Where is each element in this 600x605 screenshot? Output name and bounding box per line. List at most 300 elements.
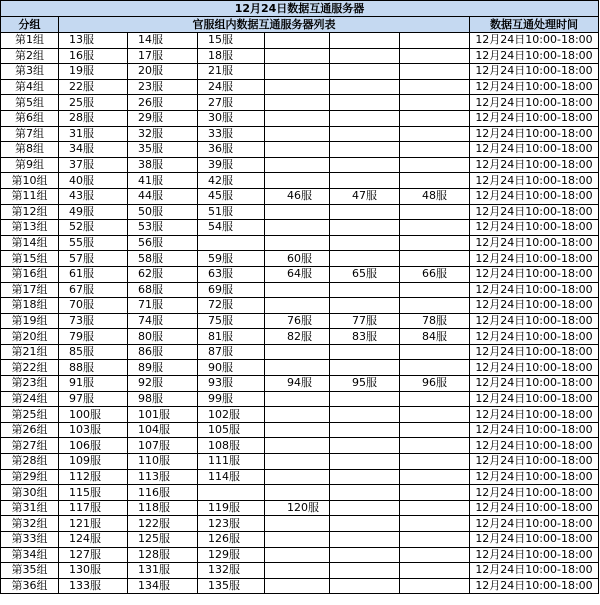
server-cell: 22服 — [59, 79, 128, 95]
server-cell: 108服 — [198, 438, 265, 454]
table-row — [1, 266, 599, 282]
server-cell: 119服 — [198, 500, 265, 516]
server-cell: 53服 — [128, 220, 198, 236]
server-cell: 92服 — [128, 376, 198, 392]
server-cell: 128服 — [128, 547, 198, 563]
server-cell — [400, 220, 470, 236]
header-servers: 官服组内数据互通服务器列表 — [59, 17, 470, 33]
server-cell: 76服 — [265, 313, 330, 329]
server-cell: 37服 — [59, 157, 128, 173]
server-cell — [400, 142, 470, 158]
server-cell: 21服 — [198, 64, 265, 80]
server-cell: 116服 — [128, 485, 198, 501]
server-cell — [400, 79, 470, 95]
group-cell: 第27组 — [1, 438, 59, 454]
server-cell: 122服 — [128, 516, 198, 532]
table-row — [1, 485, 599, 501]
table-title: 12月24日数据互通服务器 — [1, 1, 599, 17]
server-cell: 71服 — [128, 298, 198, 314]
server-cell — [400, 485, 470, 501]
server-cell: 88服 — [59, 360, 128, 376]
server-cell: 90服 — [198, 360, 265, 376]
server-cell: 125服 — [128, 532, 198, 548]
server-cell — [265, 516, 330, 532]
server-cell: 70服 — [59, 298, 128, 314]
server-cell: 106服 — [59, 438, 128, 454]
server-cell: 36服 — [198, 142, 265, 158]
server-cell: 55服 — [59, 235, 128, 251]
group-cell: 第25组 — [1, 407, 59, 423]
table-row — [1, 532, 599, 548]
server-cell: 134服 — [128, 578, 198, 594]
server-cell: 117服 — [59, 500, 128, 516]
server-cell — [400, 438, 470, 454]
group-cell: 第34组 — [1, 547, 59, 563]
table-row — [1, 469, 599, 485]
table-row — [1, 422, 599, 438]
group-cell: 第22组 — [1, 360, 59, 376]
table-row — [1, 188, 599, 204]
time-cell: 12月24日10:00-18:00 — [470, 344, 599, 360]
table-row — [1, 142, 599, 158]
table-title-row — [1, 1, 599, 17]
server-cell — [400, 110, 470, 126]
server-cell — [400, 360, 470, 376]
server-cell: 17服 — [128, 48, 198, 64]
server-cell — [198, 485, 265, 501]
server-cell — [330, 532, 400, 548]
server-cell: 59服 — [198, 251, 265, 267]
server-cell: 96服 — [400, 376, 470, 392]
time-cell: 12月24日10:00-18:00 — [470, 376, 599, 392]
table-row — [1, 454, 599, 470]
server-cell — [400, 126, 470, 142]
table-row — [1, 298, 599, 314]
server-cell — [330, 142, 400, 158]
server-cell: 64服 — [265, 266, 330, 282]
server-cell — [330, 547, 400, 563]
header-group: 分组 — [1, 17, 59, 33]
server-cell: 127服 — [59, 547, 128, 563]
server-cell: 133服 — [59, 578, 128, 594]
time-cell: 12月24日10:00-18:00 — [470, 142, 599, 158]
server-cell: 73服 — [59, 313, 128, 329]
server-cell: 93服 — [198, 376, 265, 392]
server-cell: 107服 — [128, 438, 198, 454]
server-cell — [330, 438, 400, 454]
server-cell — [265, 33, 330, 49]
server-cell — [265, 126, 330, 142]
server-cell — [400, 469, 470, 485]
server-cell: 75服 — [198, 313, 265, 329]
group-cell: 第12组 — [1, 204, 59, 220]
time-cell: 12月24日10:00-18:00 — [470, 500, 599, 516]
server-cell: 27服 — [198, 95, 265, 111]
server-cell — [265, 64, 330, 80]
time-cell: 12月24日10:00-18:00 — [470, 33, 599, 49]
server-cell: 42服 — [198, 173, 265, 189]
time-cell: 12月24日10:00-18:00 — [470, 485, 599, 501]
server-cell: 120服 — [265, 500, 330, 516]
table-header-row — [1, 17, 599, 33]
table-row — [1, 235, 599, 251]
server-cell: 126服 — [198, 532, 265, 548]
server-cell: 135服 — [198, 578, 265, 594]
server-cell: 89服 — [128, 360, 198, 376]
server-cell — [400, 251, 470, 267]
server-cell: 38服 — [128, 157, 198, 173]
time-cell: 12月24日10:00-18:00 — [470, 48, 599, 64]
server-cell — [265, 142, 330, 158]
server-cell: 95服 — [330, 376, 400, 392]
server-cell — [400, 173, 470, 189]
server-cell: 84服 — [400, 329, 470, 345]
time-cell: 12月24日10:00-18:00 — [470, 79, 599, 95]
server-cell: 40服 — [59, 173, 128, 189]
group-cell: 第5组 — [1, 95, 59, 111]
server-cell — [330, 64, 400, 80]
server-cell: 94服 — [265, 376, 330, 392]
server-cell: 118服 — [128, 500, 198, 516]
server-cell: 85服 — [59, 344, 128, 360]
group-cell: 第6组 — [1, 110, 59, 126]
group-cell: 第9组 — [1, 157, 59, 173]
server-cell — [400, 547, 470, 563]
server-cell — [330, 204, 400, 220]
server-cell: 131服 — [128, 563, 198, 579]
server-cell — [330, 126, 400, 142]
server-cell: 78服 — [400, 313, 470, 329]
time-cell: 12月24日10:00-18:00 — [470, 204, 599, 220]
time-cell: 12月24日10:00-18:00 — [470, 438, 599, 454]
time-cell: 12月24日10:00-18:00 — [470, 391, 599, 407]
server-cell: 111服 — [198, 454, 265, 470]
server-cell: 58服 — [128, 251, 198, 267]
table-row — [1, 547, 599, 563]
table-row — [1, 48, 599, 64]
server-cell — [265, 578, 330, 594]
table-row — [1, 407, 599, 423]
server-cell: 91服 — [59, 376, 128, 392]
server-cell: 13服 — [59, 33, 128, 49]
server-cell: 61服 — [59, 266, 128, 282]
table-row — [1, 110, 599, 126]
time-cell: 12月24日10:00-18:00 — [470, 126, 599, 142]
server-cell: 98服 — [128, 391, 198, 407]
table-row — [1, 563, 599, 579]
server-cell: 104服 — [128, 422, 198, 438]
table-row — [1, 282, 599, 298]
group-cell: 第17组 — [1, 282, 59, 298]
server-cell — [265, 344, 330, 360]
server-cell — [330, 220, 400, 236]
server-cell: 69服 — [198, 282, 265, 298]
server-cell — [265, 563, 330, 579]
server-cell — [400, 95, 470, 111]
server-cell — [330, 469, 400, 485]
server-cell: 62服 — [128, 266, 198, 282]
server-cell — [330, 563, 400, 579]
server-cell: 102服 — [198, 407, 265, 423]
time-cell: 12月24日10:00-18:00 — [470, 95, 599, 111]
server-cell: 44服 — [128, 188, 198, 204]
server-cell — [265, 282, 330, 298]
server-cell — [400, 344, 470, 360]
server-cell — [330, 251, 400, 267]
server-cell — [400, 391, 470, 407]
server-cell — [400, 516, 470, 532]
server-cell — [265, 407, 330, 423]
server-cell: 79服 — [59, 329, 128, 345]
server-cell: 19服 — [59, 64, 128, 80]
server-cell: 51服 — [198, 204, 265, 220]
server-cell: 15服 — [198, 33, 265, 49]
server-cell — [400, 235, 470, 251]
group-cell: 第11组 — [1, 188, 59, 204]
server-cell — [265, 360, 330, 376]
server-cell: 123服 — [198, 516, 265, 532]
time-cell: 12月24日10:00-18:00 — [470, 422, 599, 438]
server-cell — [265, 95, 330, 111]
server-cell: 72服 — [198, 298, 265, 314]
group-cell: 第29组 — [1, 469, 59, 485]
server-cell: 33服 — [198, 126, 265, 142]
server-cell — [330, 485, 400, 501]
server-cell — [265, 110, 330, 126]
server-cell: 100服 — [59, 407, 128, 423]
server-cell — [198, 235, 265, 251]
server-cell — [330, 33, 400, 49]
group-cell: 第14组 — [1, 235, 59, 251]
server-cell — [330, 422, 400, 438]
server-cell — [330, 157, 400, 173]
group-cell: 第8组 — [1, 142, 59, 158]
group-cell: 第4组 — [1, 79, 59, 95]
group-cell: 第3组 — [1, 64, 59, 80]
server-cell: 115服 — [59, 485, 128, 501]
table-row — [1, 33, 599, 49]
table-row — [1, 391, 599, 407]
server-cell — [400, 282, 470, 298]
time-cell: 12月24日10:00-18:00 — [470, 64, 599, 80]
server-cell — [330, 407, 400, 423]
server-cell — [400, 422, 470, 438]
group-cell: 第10组 — [1, 173, 59, 189]
table-row — [1, 329, 599, 345]
table-row — [1, 64, 599, 80]
server-cell: 99服 — [198, 391, 265, 407]
server-cell — [330, 516, 400, 532]
server-cell — [265, 469, 330, 485]
time-cell: 12月24日10:00-18:00 — [470, 157, 599, 173]
server-cell: 48服 — [400, 188, 470, 204]
server-cell — [330, 298, 400, 314]
time-cell: 12月24日10:00-18:00 — [470, 173, 599, 189]
group-cell: 第16组 — [1, 266, 59, 282]
group-cell: 第26组 — [1, 422, 59, 438]
server-cell: 50服 — [128, 204, 198, 220]
server-cell: 113服 — [128, 469, 198, 485]
server-cell: 112服 — [59, 469, 128, 485]
group-cell: 第1组 — [1, 33, 59, 49]
server-cell: 46服 — [265, 188, 330, 204]
server-cell: 101服 — [128, 407, 198, 423]
server-cell: 29服 — [128, 110, 198, 126]
group-cell: 第35组 — [1, 563, 59, 579]
server-cell — [330, 79, 400, 95]
server-cell: 132服 — [198, 563, 265, 579]
group-cell: 第30组 — [1, 485, 59, 501]
server-cell: 14服 — [128, 33, 198, 49]
server-cell — [330, 500, 400, 516]
server-cell: 43服 — [59, 188, 128, 204]
server-cell — [400, 532, 470, 548]
server-cell: 121服 — [59, 516, 128, 532]
group-cell: 第18组 — [1, 298, 59, 314]
server-cell — [400, 578, 470, 594]
server-cell: 25服 — [59, 95, 128, 111]
server-cell: 23服 — [128, 79, 198, 95]
server-cell: 83服 — [330, 329, 400, 345]
server-cell: 49服 — [59, 204, 128, 220]
table-row — [1, 313, 599, 329]
time-cell: 12月24日10:00-18:00 — [470, 578, 599, 594]
group-cell: 第19组 — [1, 313, 59, 329]
group-cell: 第24组 — [1, 391, 59, 407]
time-cell: 12月24日10:00-18:00 — [470, 313, 599, 329]
server-cell: 60服 — [265, 251, 330, 267]
group-cell: 第7组 — [1, 126, 59, 142]
group-cell: 第20组 — [1, 329, 59, 345]
server-cell: 82服 — [265, 329, 330, 345]
server-cell: 28服 — [59, 110, 128, 126]
server-cell — [400, 157, 470, 173]
server-cell — [400, 563, 470, 579]
server-cell — [400, 407, 470, 423]
table-row — [1, 438, 599, 454]
time-cell: 12月24日10:00-18:00 — [470, 110, 599, 126]
server-cell: 67服 — [59, 282, 128, 298]
server-cell — [330, 391, 400, 407]
server-cell — [400, 298, 470, 314]
server-cell: 18服 — [198, 48, 265, 64]
server-cell — [330, 454, 400, 470]
server-cell — [265, 438, 330, 454]
server-cell: 30服 — [198, 110, 265, 126]
group-cell: 第36组 — [1, 578, 59, 594]
server-cell: 57服 — [59, 251, 128, 267]
server-cell — [330, 578, 400, 594]
server-cell — [400, 48, 470, 64]
server-cell: 47服 — [330, 188, 400, 204]
server-cell — [265, 173, 330, 189]
server-cell — [400, 500, 470, 516]
time-cell: 12月24日10:00-18:00 — [470, 282, 599, 298]
server-cell: 124服 — [59, 532, 128, 548]
time-cell: 12月24日10:00-18:00 — [470, 251, 599, 267]
server-cell — [330, 95, 400, 111]
table-row — [1, 578, 599, 594]
table-row — [1, 173, 599, 189]
time-cell: 12月24日10:00-18:00 — [470, 298, 599, 314]
time-cell: 12月24日10:00-18:00 — [470, 547, 599, 563]
table-row — [1, 79, 599, 95]
server-cell — [265, 157, 330, 173]
time-cell: 12月24日10:00-18:00 — [470, 266, 599, 282]
server-cell — [330, 110, 400, 126]
time-cell: 12月24日10:00-18:00 — [470, 188, 599, 204]
time-cell: 12月24日10:00-18:00 — [470, 516, 599, 532]
server-cell — [265, 532, 330, 548]
time-cell: 12月24日10:00-18:00 — [470, 360, 599, 376]
server-cell: 34服 — [59, 142, 128, 158]
group-cell: 第28组 — [1, 454, 59, 470]
server-cell — [265, 391, 330, 407]
server-cell: 74服 — [128, 313, 198, 329]
table-row — [1, 360, 599, 376]
server-cell — [265, 48, 330, 64]
table-row — [1, 95, 599, 111]
server-cell: 130服 — [59, 563, 128, 579]
server-cell — [265, 235, 330, 251]
table-row — [1, 126, 599, 142]
time-cell: 12月24日10:00-18:00 — [470, 220, 599, 236]
server-cell: 41服 — [128, 173, 198, 189]
server-cell: 80服 — [128, 329, 198, 345]
group-cell: 第13组 — [1, 220, 59, 236]
server-cell: 129服 — [198, 547, 265, 563]
server-cell: 56服 — [128, 235, 198, 251]
time-cell: 12月24日10:00-18:00 — [470, 563, 599, 579]
table-row — [1, 376, 599, 392]
server-cell — [400, 33, 470, 49]
server-cell: 24服 — [198, 79, 265, 95]
server-cell — [265, 547, 330, 563]
server-cell: 39服 — [198, 157, 265, 173]
server-cell — [330, 282, 400, 298]
server-cell: 77服 — [330, 313, 400, 329]
time-cell: 12月24日10:00-18:00 — [470, 454, 599, 470]
server-cell: 52服 — [59, 220, 128, 236]
table-row — [1, 204, 599, 220]
group-cell: 第21组 — [1, 344, 59, 360]
table-row — [1, 344, 599, 360]
server-cell: 81服 — [198, 329, 265, 345]
group-cell: 第31组 — [1, 500, 59, 516]
server-cell — [265, 79, 330, 95]
server-cell — [265, 485, 330, 501]
group-cell: 第33组 — [1, 532, 59, 548]
server-cell: 20服 — [128, 64, 198, 80]
time-cell: 12月24日10:00-18:00 — [470, 329, 599, 345]
server-cell: 26服 — [128, 95, 198, 111]
server-cell: 16服 — [59, 48, 128, 64]
server-cell — [400, 204, 470, 220]
server-cell: 105服 — [198, 422, 265, 438]
server-cell: 63服 — [198, 266, 265, 282]
server-cell: 65服 — [330, 266, 400, 282]
server-cell: 97服 — [59, 391, 128, 407]
server-cell — [330, 344, 400, 360]
time-cell: 12月24日10:00-18:00 — [470, 235, 599, 251]
header-time: 数据互通处理时间 — [470, 17, 599, 33]
table-row — [1, 220, 599, 236]
server-cell: 31服 — [59, 126, 128, 142]
server-cell: 114服 — [198, 469, 265, 485]
server-cell — [265, 204, 330, 220]
time-cell: 12月24日10:00-18:00 — [470, 532, 599, 548]
time-cell: 12月24日10:00-18:00 — [470, 469, 599, 485]
